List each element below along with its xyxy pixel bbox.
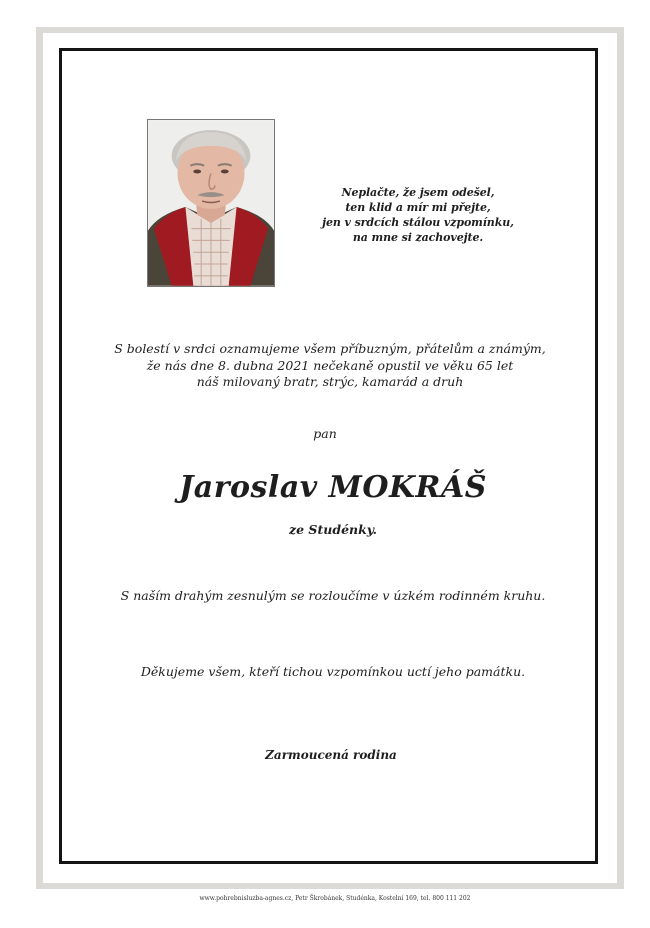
- farewell-notice: S naším drahým zesnulým se rozloučíme v úzkém rodinném kruhu.: [120, 588, 546, 603]
- poem-line: jen v srdcích stálou vzpomínku,: [322, 216, 514, 229]
- death-announcement: [90, 341, 570, 391]
- announcement-line: náš milovaný bratr, strýc, kamarád a druh: [196, 374, 464, 389]
- deceased-name: Jaroslav MOKRÁŠ: [179, 470, 487, 505]
- thanks-notice: Děkujeme všem, kteří tichou vzpomínkou uctí jeho památku.: [140, 664, 526, 679]
- announcement-line: S bolestí v srdci oznamujeme všem příbuzným, přátelům a známým,: [114, 341, 546, 356]
- poem-line: Neplačte, že jsem odešel,: [341, 186, 495, 199]
- poem-line: na mne si zachovejte.: [352, 231, 484, 244]
- deceased-origin: ze Studénky.: [289, 522, 377, 537]
- portrait-photo: [147, 119, 275, 287]
- deceased-title: pan: [313, 426, 337, 441]
- announcement-line: že nás dne 8. dubna 2021 nečekaně opustil ve věku 65 let: [146, 357, 514, 373]
- funeral-service-footer: www.pohrebnisluzba-agnes.cz, Petr Škrobánek, Studénka, Kostelní 169, tel. 800 111 202: [199, 895, 471, 902]
- mourning-border: [59, 48, 598, 864]
- memorial-poem: [318, 185, 518, 245]
- family-signature: Zarmoucená rodina: [265, 748, 397, 762]
- poem-line: ten klid a mír mi přejte,: [345, 201, 491, 214]
